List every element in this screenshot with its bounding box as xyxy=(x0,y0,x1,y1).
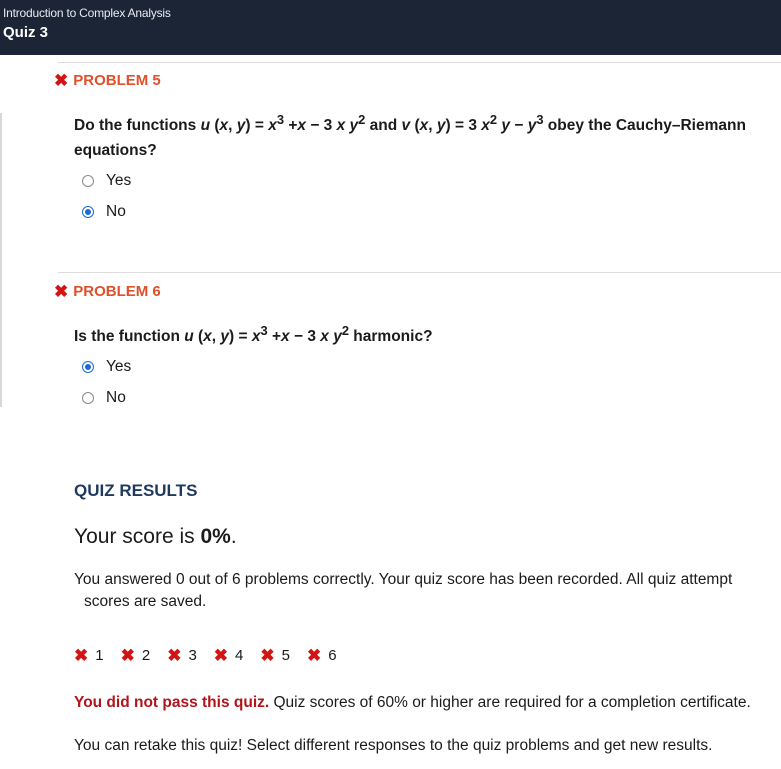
score-value: 0% xyxy=(200,525,231,548)
problem-results-list xyxy=(74,647,354,664)
answered-summary xyxy=(74,569,764,613)
problem-result-link[interactable] xyxy=(121,647,151,664)
answer-option[interactable] xyxy=(82,203,126,221)
answer-option[interactable] xyxy=(82,172,131,190)
problem-heading xyxy=(54,72,161,89)
radio-button[interactable] xyxy=(82,175,94,187)
problem-number: 5 xyxy=(281,647,290,664)
score-text xyxy=(74,525,237,549)
problem-result-link[interactable] xyxy=(214,647,244,664)
answered-line: You answered 0 out of 6 problems correctly. Your quiz score has been recorded. All quiz attempt xyxy=(74,571,733,588)
problem-result-link[interactable] xyxy=(167,647,197,664)
answer-option-label: Yes xyxy=(106,358,132,375)
x-mark-icon: ✖ xyxy=(54,282,69,301)
answer-option[interactable] xyxy=(82,389,126,407)
problem-question: Is the function u (x, $y) = x^3 +x - 3$ x $y^2$ harmonic? xyxy=(74,323,433,346)
score-prefix: Your score is xyxy=(74,525,201,548)
problem-result-link[interactable] xyxy=(74,647,104,664)
retake-message: You can retake this quiz! Select different responses to the quiz problems and get new results. xyxy=(74,737,713,754)
problem-number: 3 xyxy=(188,647,197,664)
left-divider xyxy=(0,113,2,407)
quiz-header xyxy=(0,0,781,55)
problem-result-link[interactable] xyxy=(307,647,337,664)
problem-heading-label: PROBLEM 5 xyxy=(73,72,161,89)
x-mark-icon: ✖ xyxy=(167,646,182,665)
x-mark-icon: ✖ xyxy=(54,71,69,90)
answered-line: scores are saved. xyxy=(84,593,207,610)
x-mark-icon: ✖ xyxy=(74,646,89,665)
problem-number: 2 xyxy=(141,647,151,664)
problem-result-link[interactable] xyxy=(260,647,290,664)
radio-button-selected[interactable] xyxy=(82,206,94,218)
problem-question: Do the functions u (x, $y) = x^3 +x - 3$ x $y^2$ and v (x, y) = 3 $x^2$ $y - y^3$ obey the Cauchy–Riemann equations? xyxy=(74,112,746,160)
pass-status xyxy=(74,694,751,712)
radio-button-selected[interactable] xyxy=(82,361,94,373)
problem-number: 4 xyxy=(235,647,244,664)
radio-button[interactable] xyxy=(82,392,94,404)
course-title: Introduction to Complex Analysis xyxy=(3,6,171,20)
problem-number: 1 xyxy=(95,647,104,664)
results-title: QUIZ RESULTS xyxy=(74,481,198,500)
divider xyxy=(58,62,781,63)
problem-number: 6 xyxy=(328,647,337,664)
fail-message: You did not pass this quiz. xyxy=(74,694,270,711)
problem-heading xyxy=(54,283,161,300)
quiz-title: Quiz 3 xyxy=(3,24,49,41)
fail-requirement: Quiz scores of 60% or higher are required for a completion certificate. xyxy=(269,694,751,711)
problem-heading-label: PROBLEM 6 xyxy=(73,283,161,300)
answer-option-label: Yes xyxy=(106,172,132,189)
score-suffix: . xyxy=(230,525,237,548)
x-mark-icon: ✖ xyxy=(213,646,229,665)
divider xyxy=(58,272,781,273)
answer-option-label: No xyxy=(106,203,126,220)
x-mark-icon: ✖ xyxy=(260,646,275,665)
answer-option[interactable] xyxy=(82,358,131,376)
x-mark-icon: ✖ xyxy=(120,646,135,665)
answer-option-label: No xyxy=(106,389,126,406)
x-mark-icon: ✖ xyxy=(306,646,322,665)
